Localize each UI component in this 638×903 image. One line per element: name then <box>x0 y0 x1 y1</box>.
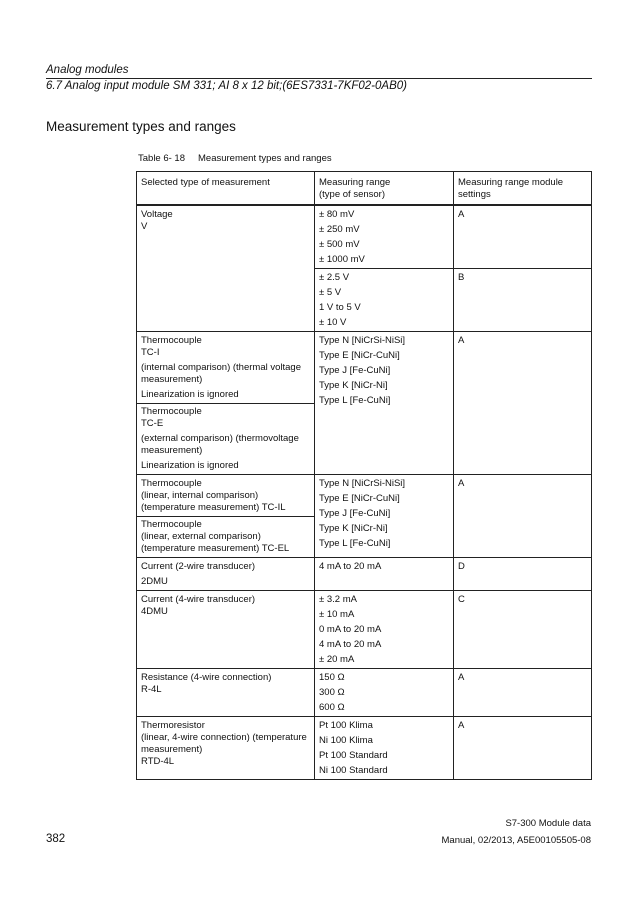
cell-type <box>137 591 315 669</box>
range-line: Type L [Fe-CuNi] <box>319 395 391 406</box>
range-line: ± 500 mV <box>319 239 360 250</box>
type-line: TC-E <box>141 418 164 429</box>
range-line: Type J [Fe-CuNi] <box>319 365 391 376</box>
range-line: ± 10 V <box>319 317 347 328</box>
cell-range <box>315 558 454 591</box>
cell-range <box>315 591 454 669</box>
range-line: ± 5 V <box>319 287 342 298</box>
type-line: (linear, internal comparison) <box>141 490 259 501</box>
cell-range <box>315 669 454 717</box>
cell-range <box>315 205 454 269</box>
range-line: 300 Ω <box>319 687 345 698</box>
footer-doc-title: S7-300 Module data <box>505 818 591 829</box>
cell-setting: A <box>454 332 592 475</box>
range-line: Type L [Fe-CuNi] <box>319 538 391 549</box>
cell-range <box>315 332 454 475</box>
type-line: (linear, 4-wire connection) (temperature measurement) <box>141 732 307 755</box>
type-line: 2DMU <box>141 576 168 587</box>
table-row <box>137 669 592 717</box>
type-subgroup <box>137 403 314 472</box>
cell-range <box>315 269 454 332</box>
range-line: 4 mA to 20 mA <box>319 561 382 572</box>
table-row <box>137 332 592 475</box>
header-section: 6.7 Analog input module SM 331; AI 8 x 12 bit;(6ES7331-7KF02-0AB0) <box>46 80 407 92</box>
table-row <box>137 205 592 269</box>
range-line: 1 V to 5 V <box>319 302 361 313</box>
type-line: (temperature measurement) TC-IL <box>141 502 286 513</box>
type-line: Current (2-wire transducer) <box>141 561 256 572</box>
type-line: Thermoresistor <box>141 720 205 731</box>
range-line: ± 3.2 mA <box>319 594 357 605</box>
footer-doc-ref: Manual, 02/2013, A5E00105505-08 <box>441 835 591 846</box>
range-line: Ni 100 Standard <box>319 765 388 776</box>
range-line: Type E [NiCr-CuNi] <box>319 350 400 361</box>
type-line: Linearization is ignored <box>141 389 239 400</box>
range-line: 600 Ω <box>319 702 345 713</box>
header-rule <box>46 78 592 79</box>
cell-type <box>137 332 315 475</box>
type-line: Linearization is ignored <box>141 460 239 471</box>
type-line: R-4L <box>141 684 162 695</box>
header-range: Measuring range (type of sensor) <box>315 172 454 206</box>
cell-setting: B <box>454 269 592 332</box>
cell-type <box>137 205 315 332</box>
measurement-table <box>136 171 592 780</box>
cell-type <box>137 717 315 780</box>
type-line: Thermocouple <box>141 478 202 489</box>
range-line: ± 10 mA <box>319 609 355 620</box>
type-line: (linear, external comparison) <box>141 531 261 542</box>
cell-type <box>137 558 315 591</box>
range-line: Type K [NiCr-Ni] <box>319 380 388 391</box>
table-caption-title: Measurement types and ranges <box>198 153 332 164</box>
type-line: (external comparison) (thermovoltage measurement) <box>141 433 299 456</box>
type-line: (temperature measurement) TC-EL <box>141 543 290 554</box>
table-caption <box>138 153 332 164</box>
type-line: 4DMU <box>141 606 168 617</box>
type-line: Thermocouple <box>141 519 202 530</box>
type-line: Thermocouple <box>141 335 202 346</box>
range-line: 4 mA to 20 mA <box>319 639 382 650</box>
type-line: Resistance (4-wire connection) <box>141 672 272 683</box>
cell-setting: A <box>454 669 592 717</box>
header-chapter: Analog modules <box>46 64 129 76</box>
range-line: Ni 100 Klima <box>319 735 373 746</box>
range-line: ± 2.5 V <box>319 272 350 283</box>
range-line: Pt 100 Standard <box>319 750 388 761</box>
table-header-row <box>137 172 592 206</box>
cell-setting: D <box>454 558 592 591</box>
type-line: Current (4-wire transducer) <box>141 594 256 605</box>
range-line: Type N [NiCrSi-NiSi] <box>319 478 406 489</box>
table-caption-number: Table 6- 18 <box>138 153 186 164</box>
range-line: ± 20 mA <box>319 654 355 665</box>
cell-type <box>137 669 315 717</box>
range-line: ± 250 mV <box>319 224 360 235</box>
cell-type <box>137 475 315 558</box>
type-line: TC-I <box>141 347 160 358</box>
range-line: 150 Ω <box>319 672 345 683</box>
range-line: Type J [Fe-CuNi] <box>319 508 391 519</box>
header-type: Selected type of measurement <box>137 172 315 206</box>
page-number: 382 <box>46 833 66 845</box>
range-line: Type E [NiCr-CuNi] <box>319 493 400 504</box>
table-row <box>137 717 592 780</box>
range-line: Pt 100 Klima <box>319 720 373 731</box>
cell-setting: A <box>454 205 592 269</box>
range-line: Type N [NiCrSi-NiSi] <box>319 335 406 346</box>
range-line: Type K [NiCr-Ni] <box>319 523 388 534</box>
cell-range <box>315 475 454 558</box>
table-row <box>137 558 592 591</box>
table-row <box>137 591 592 669</box>
range-line: ± 80 mV <box>319 209 355 220</box>
type-line: (internal comparison) (thermal voltage measurement) <box>141 362 301 385</box>
type-line: Voltage <box>141 209 173 220</box>
type-subgroup <box>137 516 314 555</box>
cell-setting: A <box>454 717 592 780</box>
cell-range <box>315 717 454 780</box>
type-line: RTD-4L <box>141 756 175 767</box>
cell-setting: C <box>454 591 592 669</box>
range-line: ± 1000 mV <box>319 254 365 265</box>
header-setting: Measuring range module settings <box>454 172 592 206</box>
type-line: V <box>141 221 148 232</box>
table-row <box>137 475 592 558</box>
type-line: Thermocouple <box>141 406 202 417</box>
section-title: Measurement types and ranges <box>46 119 236 134</box>
range-line: 0 mA to 20 mA <box>319 624 382 635</box>
cell-setting: A <box>454 475 592 558</box>
